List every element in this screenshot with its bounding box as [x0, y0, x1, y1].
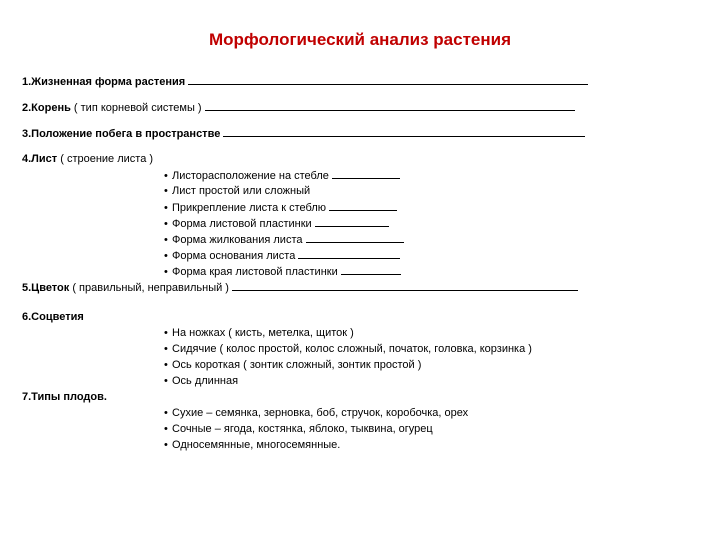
flower-note: ( правильный, неправильный ) [69, 282, 229, 294]
inflorescence-item-text: Ось длинная [172, 375, 239, 387]
bullet-icon: • [164, 202, 168, 214]
bullet-icon: • [164, 234, 168, 246]
bullet-icon: • [164, 250, 168, 262]
leaf-note: ( строение листа ) [57, 153, 154, 165]
leaf-item-text: Лист простой или сложный [172, 185, 311, 197]
bullet-icon: • [164, 327, 168, 339]
inflorescence-item [164, 374, 238, 388]
inflorescence-item-text: На ножках ( кисть, метелка, щиток ) [172, 327, 354, 339]
flower-label: 5.Цветок [22, 282, 70, 294]
leaf-label: 4.Лист [22, 153, 58, 165]
bullet-icon: • [164, 185, 168, 197]
fruits-row [22, 390, 107, 404]
fruits-item [164, 422, 433, 436]
bullet-icon: • [164, 343, 168, 355]
shoot-blank[interactable] [223, 126, 585, 137]
inflorescence-row [22, 310, 84, 324]
root-label: 2.Корень [22, 102, 71, 114]
inflorescence-item [164, 326, 354, 340]
life-form-label: 1.Жизненная форма растения [22, 76, 186, 88]
life-form-blank[interactable] [188, 74, 588, 85]
inflorescence-item [164, 342, 532, 356]
leaf-item-text: Листорасположение на стебле [172, 170, 329, 182]
inflorescence-item [164, 358, 421, 372]
inflorescence-label: 6.Соцветия [22, 311, 84, 323]
leaf-item [164, 200, 397, 215]
shoot-label: 3.Положение побега в пространстве [22, 128, 221, 140]
bullet-icon: • [164, 359, 168, 371]
fruits-item [164, 438, 340, 452]
leaf-item-text: Форма листовой пластинки [172, 218, 312, 230]
leaf-item-blank[interactable] [341, 264, 401, 275]
flower-blank[interactable] [232, 280, 578, 291]
leaf-item-text: Форма жилкования листа [172, 234, 303, 246]
leaf-item-text: Форма края листовой пластинки [172, 266, 338, 278]
flower-row [22, 280, 578, 295]
bullet-icon: • [164, 218, 168, 230]
leaf-item-blank[interactable] [329, 200, 397, 211]
leaf-item [164, 216, 389, 231]
leaf-item [164, 248, 400, 263]
root-note: ( тип корневой системы ) [70, 102, 202, 114]
leaf-row [22, 152, 153, 166]
page-title: Морфологический анализ растения [208, 30, 512, 49]
leaf-item-blank[interactable] [315, 216, 389, 227]
inflorescence-item-text: Ось короткая ( зонтик сложный, зонтик простой ) [172, 359, 422, 371]
leaf-item-blank[interactable] [298, 248, 400, 259]
inflorescence-item-text: Сидячие ( колос простой, колос сложный, початок, головка, корзинка ) [172, 343, 532, 355]
bullet-icon: • [164, 375, 168, 387]
bullet-icon: • [164, 407, 168, 419]
fruits-item-text: Сухие – семянка, зерновка, боб, стручок, коробочка, орех [172, 407, 469, 419]
leaf-item [164, 168, 400, 183]
fruits-item-text: Односемянные, многосемянные. [172, 439, 341, 451]
root-blank[interactable] [205, 100, 575, 111]
leaf-item [164, 232, 404, 247]
leaf-item [164, 264, 401, 279]
shoot-row [22, 126, 585, 141]
bullet-icon: • [164, 439, 168, 451]
leaf-item-text: Форма основания листа [172, 250, 296, 262]
bullet-icon: • [164, 170, 168, 182]
fruits-item-text: Сочные – ягода, костянка, яблоко, тыквина, огурец [172, 423, 433, 435]
leaf-item-blank[interactable] [332, 168, 400, 179]
leaf-item-blank[interactable] [306, 232, 404, 243]
leaf-item [164, 184, 310, 198]
fruits-label: 7.Типы плодов. [22, 391, 107, 403]
leaf-item-text: Прикрепление листа к стеблю [172, 202, 327, 214]
bullet-icon: • [164, 266, 168, 278]
life-form-row [22, 74, 588, 89]
root-row [22, 100, 575, 115]
bullet-icon: • [164, 423, 168, 435]
fruits-item [164, 406, 468, 420]
